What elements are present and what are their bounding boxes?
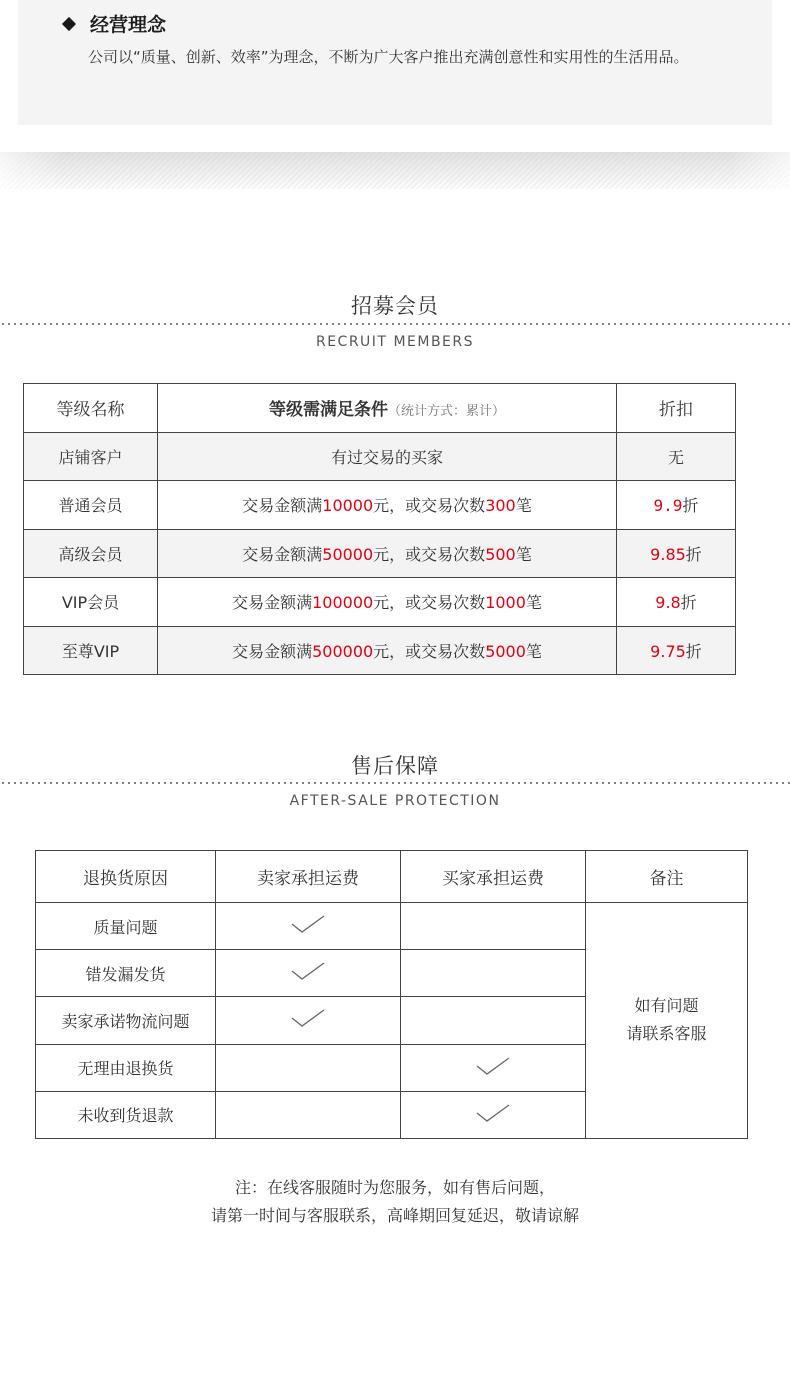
- table-row: [24, 529, 736, 578]
- reason-cell: 质量问题: [36, 903, 216, 950]
- discount-unit: 折: [680, 593, 697, 613]
- reason-cell: 卖家承诺物流问题: [36, 997, 216, 1044]
- dotted-divider: [0, 782, 790, 784]
- discount-value: 9.8: [655, 593, 681, 613]
- check-icon: [290, 961, 326, 981]
- level-condition: [158, 578, 617, 627]
- table-row: [36, 903, 748, 950]
- condition-text: 元，或交易次数: [373, 641, 486, 661]
- table-row: [24, 578, 736, 627]
- aftersale-table: [35, 850, 748, 1139]
- philosophy-title: 经营理念: [90, 14, 167, 36]
- membership-table: [23, 383, 736, 675]
- discount-unit: 无: [667, 447, 684, 467]
- level-discount: [617, 529, 736, 578]
- condition-text: 元，或交易次数: [373, 593, 486, 613]
- footnote: [0, 1174, 790, 1230]
- condition-text: 笔: [515, 544, 532, 564]
- header-discount: 折扣: [617, 384, 736, 433]
- level-name: 至尊VIP: [24, 626, 158, 675]
- reason-cell: 错发漏发货: [36, 950, 216, 997]
- count-value: 500: [485, 544, 516, 564]
- discount-unit: 折: [682, 496, 699, 516]
- recruit-header: [0, 290, 790, 320]
- footnote-line: 请第一时间与客服联系，高峰期回复延迟，敬请谅解: [210, 1206, 579, 1225]
- reason-cell: 无理由退换货: [36, 1044, 216, 1091]
- check-icon: [290, 1008, 326, 1028]
- condition-text: 交易金额满: [242, 544, 323, 564]
- level-discount: [617, 578, 736, 627]
- buyer-pays-cell: [401, 1091, 586, 1138]
- amount-value: 50000: [322, 544, 374, 564]
- remark-cell: [586, 903, 748, 1139]
- amount-value: 500000: [312, 641, 374, 661]
- footnote-line: 注：在线客服随时为您服务，如有售后问题，: [234, 1178, 555, 1197]
- reason-cell: 未收到货退款: [36, 1091, 216, 1138]
- level-name: 店铺客户: [24, 432, 158, 481]
- discount-value: 9.85: [650, 544, 686, 564]
- count-value: 1000: [485, 593, 526, 613]
- discount-value: 9.75: [650, 641, 686, 661]
- check-icon: [475, 1103, 511, 1123]
- level-name: 高级会员: [24, 529, 158, 578]
- count-value: 300: [485, 496, 516, 516]
- seller-pays-cell: [216, 950, 401, 997]
- aftersale-header: [0, 750, 790, 780]
- seller-pays-cell: [216, 1044, 401, 1091]
- dotted-divider: [0, 323, 790, 325]
- discount-unit: 折: [685, 544, 702, 564]
- level-discount: [617, 626, 736, 675]
- header-condition-note: （统计方式：累计）: [387, 404, 505, 420]
- level-condition: [158, 481, 617, 530]
- condition-text: 元，或交易次数: [373, 496, 486, 516]
- philosophy-heading: [62, 10, 166, 37]
- level-discount: [617, 481, 736, 530]
- header-condition-label: 等级需满足条件: [268, 400, 388, 421]
- header-buyer-pays: 买家承担运费: [401, 851, 586, 903]
- buyer-pays-cell: [401, 1044, 586, 1091]
- header-seller-pays: 卖家承担运费: [216, 851, 401, 903]
- level-condition: [158, 626, 617, 675]
- seller-pays-cell: [216, 997, 401, 1044]
- condition-text: 交易金额满: [242, 496, 323, 516]
- diamond-bullet-icon: [62, 16, 76, 30]
- amount-value: 100000: [312, 593, 374, 613]
- count-value: 5000: [485, 641, 526, 661]
- condition-text: 笔: [525, 641, 542, 661]
- condition-text: 笔: [525, 593, 542, 613]
- seller-pays-cell: [216, 1091, 401, 1138]
- discount-unit: 折: [685, 641, 702, 661]
- level-discount: [617, 432, 736, 481]
- table-row: [24, 626, 736, 675]
- buyer-pays-cell: [401, 997, 586, 1044]
- condition-text: 元，或交易次数: [373, 544, 486, 564]
- recruit-subtitle: RECRUIT MEMBERS: [315, 334, 475, 350]
- table-header-row: [24, 384, 736, 433]
- decorative-stripe-divider: [0, 152, 790, 189]
- discount-value: 9.9: [653, 496, 683, 516]
- buyer-pays-cell: [401, 903, 586, 950]
- philosophy-text: 公司以“质量、创新、效率”为理念，不断为广大客户推出充满创意性和实用性的生活用品。: [88, 48, 689, 66]
- table-header-row: [36, 851, 748, 903]
- recruit-title: 招募会员: [351, 294, 439, 318]
- seller-pays-cell: [216, 903, 401, 950]
- aftersale-subtitle: AFTER-SALE PROTECTION: [289, 793, 501, 809]
- check-icon: [290, 914, 326, 934]
- amount-value: 10000: [322, 496, 374, 516]
- header-condition: [158, 384, 617, 433]
- condition-text: 笔: [515, 496, 532, 516]
- condition-text: 交易金额满: [232, 593, 313, 613]
- level-name: 普通会员: [24, 481, 158, 530]
- level-condition: [158, 529, 617, 578]
- aftersale-title: 售后保障: [351, 754, 439, 778]
- header-level: 等级名称: [24, 384, 158, 433]
- header-remark: 备注: [586, 851, 748, 903]
- table-row: [24, 481, 736, 530]
- level-condition: 有过交易的买家: [158, 432, 617, 481]
- table-row: [24, 432, 736, 481]
- condition-text: 交易金额满: [232, 641, 313, 661]
- remark-line: 请联系客服: [626, 1024, 707, 1044]
- level-name: VIP会员: [24, 578, 158, 627]
- remark-line: 如有问题: [634, 996, 699, 1016]
- buyer-pays-cell: [401, 950, 586, 997]
- header-reason: 退换货原因: [36, 851, 216, 903]
- check-icon: [475, 1056, 511, 1076]
